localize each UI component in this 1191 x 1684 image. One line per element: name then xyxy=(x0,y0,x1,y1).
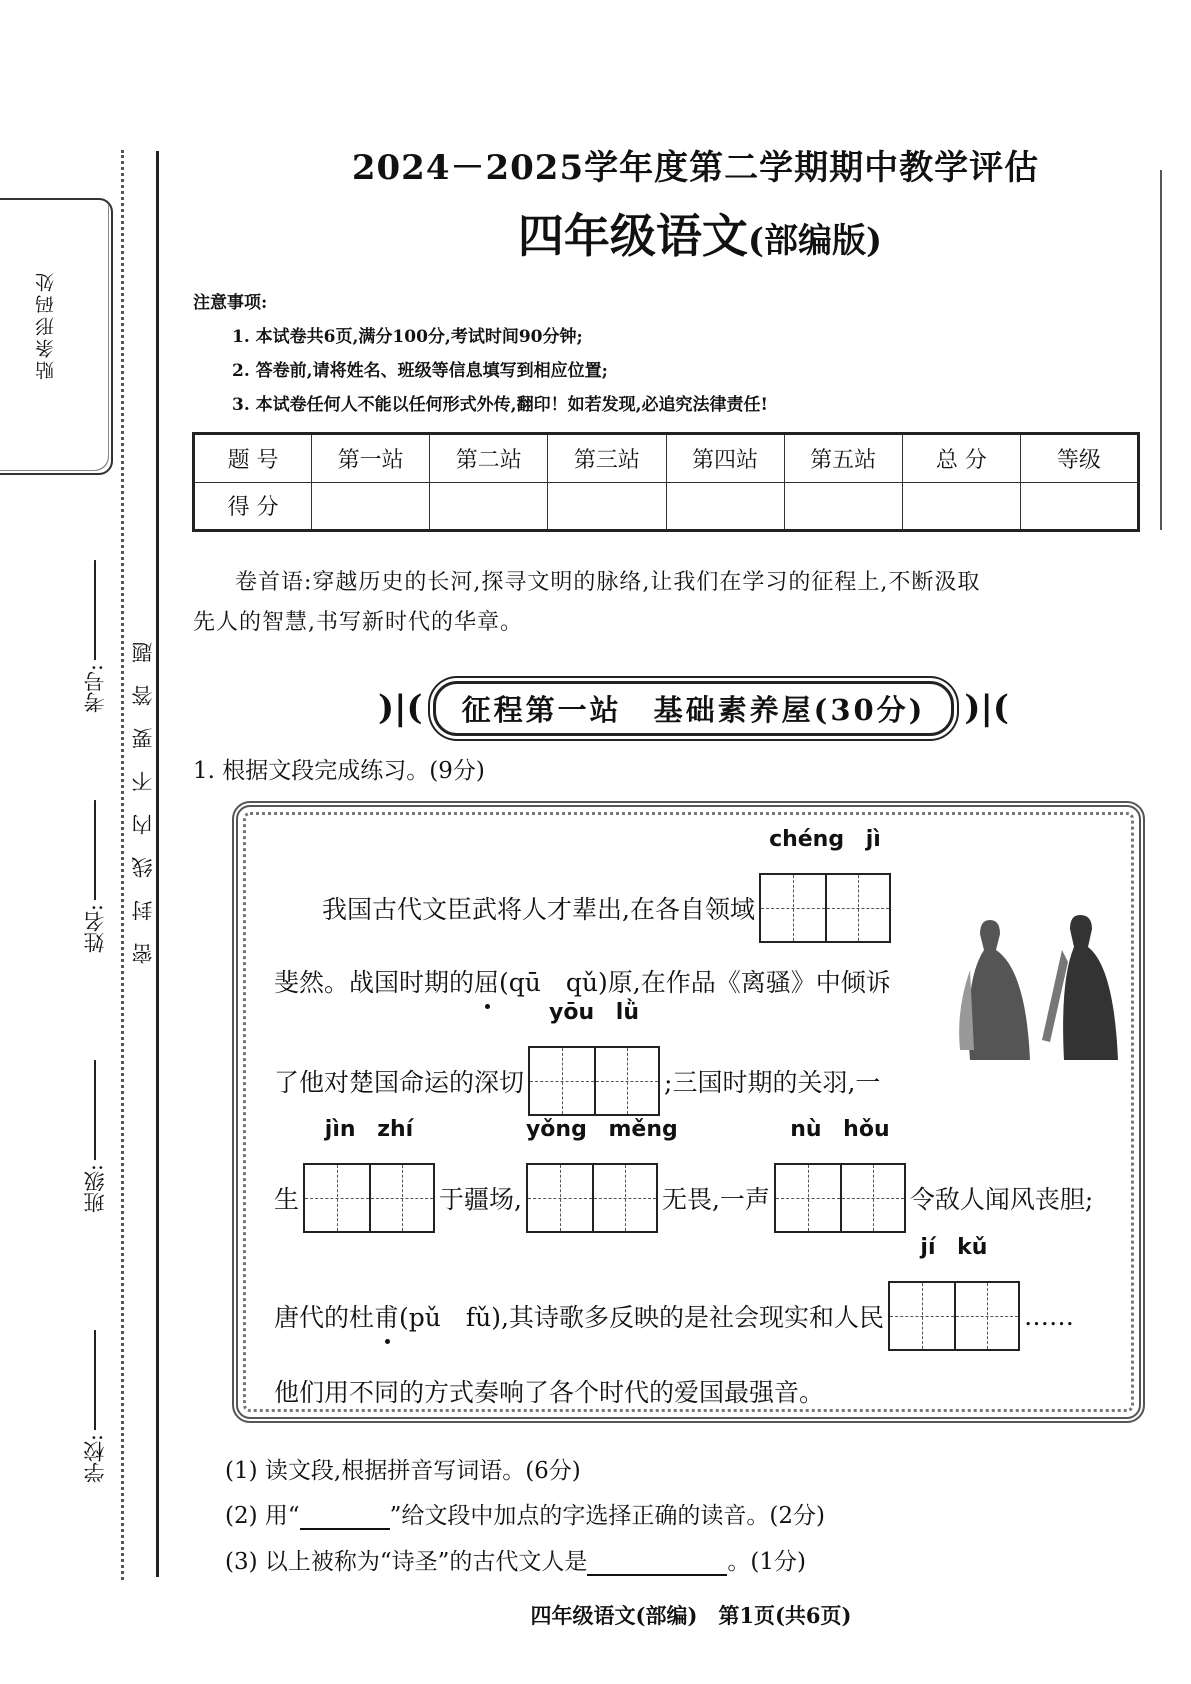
field-label: 学校: xyxy=(83,1434,107,1484)
passage-text: 于疆场, xyxy=(439,1185,522,1214)
barcode-label: 贴条形码处 xyxy=(35,270,57,380)
dotted-character: 甫 xyxy=(374,1298,399,1334)
edition: (部编版) xyxy=(747,221,883,261)
sub-question-3 xyxy=(225,1543,806,1576)
table-header: 题 号 xyxy=(194,434,312,483)
passage-box xyxy=(232,801,1145,1423)
seal-notice: 密封线内不要答题 xyxy=(131,620,155,964)
subject: 四年级语文 xyxy=(517,209,748,263)
sub-text: (2) 用“ xyxy=(225,1503,300,1529)
passage-text: 他们用不同的方式奏响了各个时代的爱国最强音。 xyxy=(274,1378,825,1407)
passage-text: 了他对楚国命运的深切 xyxy=(274,1068,525,1097)
sub-question-1: (1) 读文段,根据拼音写词语。(6分) xyxy=(225,1458,581,1484)
passage-text: 唐代的杜 xyxy=(274,1303,375,1332)
answer-blank[interactable] xyxy=(300,1508,390,1530)
sub-text: 。(1分) xyxy=(727,1549,807,1575)
notes-heading: 注意事项: xyxy=(193,293,268,313)
score-cell[interactable] xyxy=(548,482,666,531)
preface-line: 卷首语:穿越历史的长河,探寻文明的脉络,让我们在学习的征程上,不断汲取 xyxy=(235,570,981,595)
passage-text: ;三国时期的关羽,一 xyxy=(664,1068,881,1097)
pinyin: chéng jì xyxy=(769,827,881,852)
sub-question-2 xyxy=(225,1497,825,1530)
name-field[interactable] xyxy=(80,800,110,953)
answer-grid[interactable] xyxy=(303,1117,435,1233)
table-header: 第五站 xyxy=(784,434,902,483)
answer-grid[interactable] xyxy=(528,1000,660,1116)
answer-blank[interactable] xyxy=(587,1554,727,1576)
preface-line: 先人的智慧,书写新时代的华章。 xyxy=(193,610,523,635)
note-item: 2. 答卷前,请将姓名、班级等信息填写到相应位置; xyxy=(232,361,608,381)
sub-text: ”给文段中加点的字选择正确的读音。(2分) xyxy=(389,1503,825,1529)
dotted-seal-line xyxy=(121,150,124,1580)
table-header: 第三站 xyxy=(548,434,666,483)
table-header: 第四站 xyxy=(666,434,784,483)
row-label: 得 分 xyxy=(194,482,312,531)
score-cell[interactable] xyxy=(430,482,548,531)
passage-text: (pǔ fǔ),其诗歌多反映的是社会现实和人民 xyxy=(399,1303,884,1332)
passage-text: 我国古代文臣武将人才辈出,在各自领域 xyxy=(322,895,755,924)
score-cell[interactable] xyxy=(1020,482,1138,531)
section-title: 征程第一站 基础素养屋(30分) xyxy=(433,681,955,736)
dotted-character: 屈 xyxy=(474,963,499,999)
pinyin: jìn zhí xyxy=(324,1117,414,1142)
table-row xyxy=(194,482,1139,531)
answer-grid[interactable] xyxy=(774,1117,906,1233)
score-cell[interactable] xyxy=(666,482,784,531)
class-field[interactable] xyxy=(80,1060,110,1213)
passage-text: 无畏,一声 xyxy=(661,1185,770,1214)
answer-grid[interactable] xyxy=(888,1235,1020,1351)
passage-text: 生 xyxy=(274,1185,300,1214)
question-prompt: 1. 根据文段完成练习。(9分) xyxy=(193,758,485,784)
field-label: 姓名: xyxy=(83,904,107,954)
field-label: 考号: xyxy=(83,664,107,714)
passage-text: 令敌人闻风丧胆; xyxy=(909,1185,1094,1214)
ornament-icon: )|( xyxy=(378,688,423,728)
score-cell[interactable] xyxy=(312,482,430,531)
table-header: 第二站 xyxy=(430,434,548,483)
pinyin: nù hǒu xyxy=(790,1117,890,1142)
score-cell[interactable] xyxy=(784,482,902,531)
historical-figures-illustration xyxy=(950,910,1130,1070)
table-header: 等级 xyxy=(1020,434,1138,483)
subject-title xyxy=(0,200,1191,266)
pinyin: yōu lǜ xyxy=(549,1000,639,1025)
answer-grid[interactable] xyxy=(525,1117,678,1233)
section-banner xyxy=(345,683,1042,733)
school-field[interactable] xyxy=(80,1330,110,1483)
table-header: 总 分 xyxy=(902,434,1020,483)
note-item: 1. 本试卷共6页,满分100分,考试时间90分钟; xyxy=(232,327,583,347)
exam-number-field[interactable] xyxy=(80,560,110,713)
exam-title: 2024－2025学年度第二学期期中教学评估 xyxy=(351,148,1040,188)
passage-text: 斐然。战国时期的 xyxy=(274,968,475,997)
passage-text: …… xyxy=(1023,1301,1074,1331)
ornament-icon: )|( xyxy=(964,688,1009,728)
table-header-row xyxy=(194,434,1139,483)
pinyin: jí kǔ xyxy=(920,1235,988,1260)
score-cell[interactable] xyxy=(902,482,1020,531)
table-header: 第一站 xyxy=(312,434,430,483)
score-table xyxy=(192,432,1140,532)
field-label: 班级: xyxy=(83,1164,107,1214)
page-footer: 四年级语文(部编) 第1页(共6页) xyxy=(530,1603,852,1628)
note-item: 3. 本试卷任何人不能以任何形式外传,翻印！如若发现,必追究法律责任! xyxy=(232,395,768,415)
pinyin: yǒng měng xyxy=(525,1117,678,1142)
passage-text: (qū qǔ)原,在作品《离骚》中倾诉 xyxy=(499,968,891,997)
sub-text: (3) 以上被称为“诗圣”的古代文人是 xyxy=(225,1549,588,1575)
answer-grid[interactable] xyxy=(759,827,891,943)
